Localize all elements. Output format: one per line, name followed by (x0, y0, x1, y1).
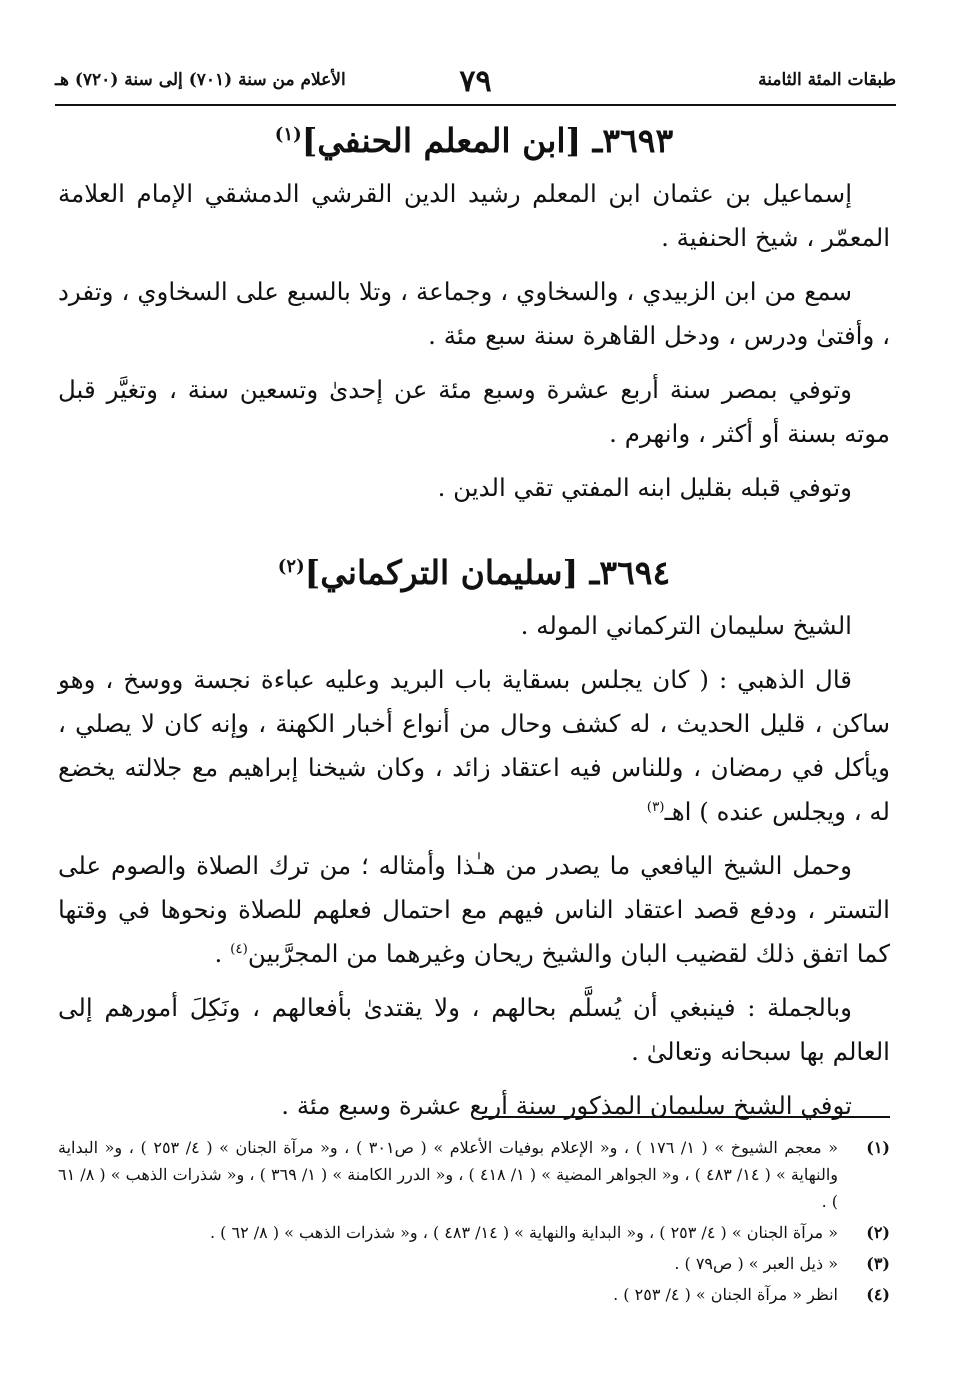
footnote-text: « ذيل العبر » ( ص٧٩ ) . (674, 1254, 838, 1273)
footnote-number: (٢) (866, 1223, 890, 1242)
paragraph: إسماعيل بن عثمان ابن المعلم رشيد الدين القرشي الدمشقي الإمام العلامة المعمّر ، شيخ الحنفية . (58, 179, 890, 253)
footnote-number: (١) (866, 1138, 890, 1157)
range-title: الأعلام من سنة (٧٠١) إلى سنة (٧٢٠) هـ (55, 70, 346, 90)
footnote (58, 1281, 890, 1308)
paragraph: وتوفي بمصر سنة أربع عشرة وسبع مئة عن إحدىٰ وتسعين سنة ، وتغيَّر قبل موته بسنة أو أكثر ، وانهرم . (58, 375, 890, 449)
entry-title-3694 (58, 550, 890, 596)
footnote (58, 1250, 890, 1277)
footnote (58, 1219, 890, 1246)
paragraph (58, 844, 890, 976)
paragraph: الشيخ سليمان التركماني الموله . (520, 611, 852, 641)
paragraph-end: . (214, 939, 231, 969)
page-number: ٧٩ (459, 64, 492, 99)
footnote-separator (482, 1116, 890, 1118)
paragraph: سمع من ابن الزبيدي ، والسخاوي ، وجماعة ، وتلا بالسبع على السخاوي ، وتفرد ، وأفتىٰ ودرس ، ودخل القاهرة سنة سبع مئة . (58, 277, 890, 351)
footnote-ref: (٤) (230, 941, 248, 958)
paragraph-text: قال الذهبي : ( كان يجلس بسقاية باب البريد وعليه عباءة نجسة ووسخ ، وهو ساكن ، قليل الحديث ، له كشف وحال من أنواع أخبار الكهنة ، وإنه كان لا يصلي ، ويأكل في رمضان ، وللناس فيه اعتقاد زائد ، وكان شيخنا إبراهيم مع جلالته يخضع له ، ويجلس عنده ) اهـ (58, 665, 890, 827)
entry-title-text: ٣٦٩٣ـ [ابن المعلم الحنفي] (301, 121, 674, 160)
paragraph-quote (58, 658, 890, 834)
paragraph: وتوفي قبله بقليل ابنه المفتي تقي الدين . (437, 473, 852, 503)
footnote-ref: (٣) (646, 799, 665, 816)
running-header (55, 62, 896, 102)
main-text (58, 118, 890, 1138)
header-rule (55, 104, 896, 106)
footnotes (58, 1134, 890, 1312)
entry-title-3693 (58, 118, 890, 164)
paragraph: توفي الشيخ سليمان المذكور سنة أربع عشرة وسبع مئة . (281, 1091, 852, 1121)
footnote-text: « معجم الشيوخ » ( ١/ ١٧٦ ) ، و« الإعلام بوفيات الأعلام » ( ص٣٠١ ) ، و« مرآة الجنان » ( ٤/ ٢٥٣ ) ، و« البداية والنهاية » ( ١٤/ ٤٨٣ ) ، و« الجواهر المضية » ( ١/ ٤١٨ ) ، و« الدرر الكامنة » ( ١/ ٣٦٩ ) ، و« شذرات الذهب » ( ٨/ ٦١ ) . (58, 1138, 839, 1211)
paragraph-text: وحمل الشيخ اليافعي ما يصدر من هـٰذا وأمثاله ؛ من ترك الصلاة والصوم على التستر ، ودفع قصد اعتقاد الناس فيهم مع احتمال فعلهم للصلاة ونحوها في وقتها كما اتفق ذلك لقضيب البان والشيخ ريحان وغيرهما من المجرَّبين (58, 851, 890, 969)
footnote-text: « مرآة الجنان » ( ٤/ ٢٥٣ ) ، و« البداية والنهاية » ( ١٤/ ٤٨٣ ) ، و« شذرات الذهب » ( ٨/ ٦٢ ) . (209, 1223, 838, 1242)
footnote-text: انظر « مرآة الجنان » ( ٤/ ٢٥٣ ) . (613, 1285, 838, 1304)
book-section-title: طبقات المئة الثامنة (758, 70, 896, 90)
footnote-number: (٣) (866, 1254, 890, 1273)
paragraph: وبالجملة : فينبغي أن يُسلَّم بحالهم ، ولا يقتدىٰ بأفعالهم ، ونَكِلَ أمورهم إلى العالم بها سبحانه وتعالىٰ . (58, 993, 890, 1067)
footnote-ref: (٢) (277, 556, 305, 578)
footnote-ref: (١) (274, 124, 302, 145)
footnote-number: (٤) (866, 1285, 890, 1304)
entry-title-text: ٣٦٩٤ـ [سليمان التركماني] (304, 553, 671, 593)
footnote (58, 1134, 890, 1215)
